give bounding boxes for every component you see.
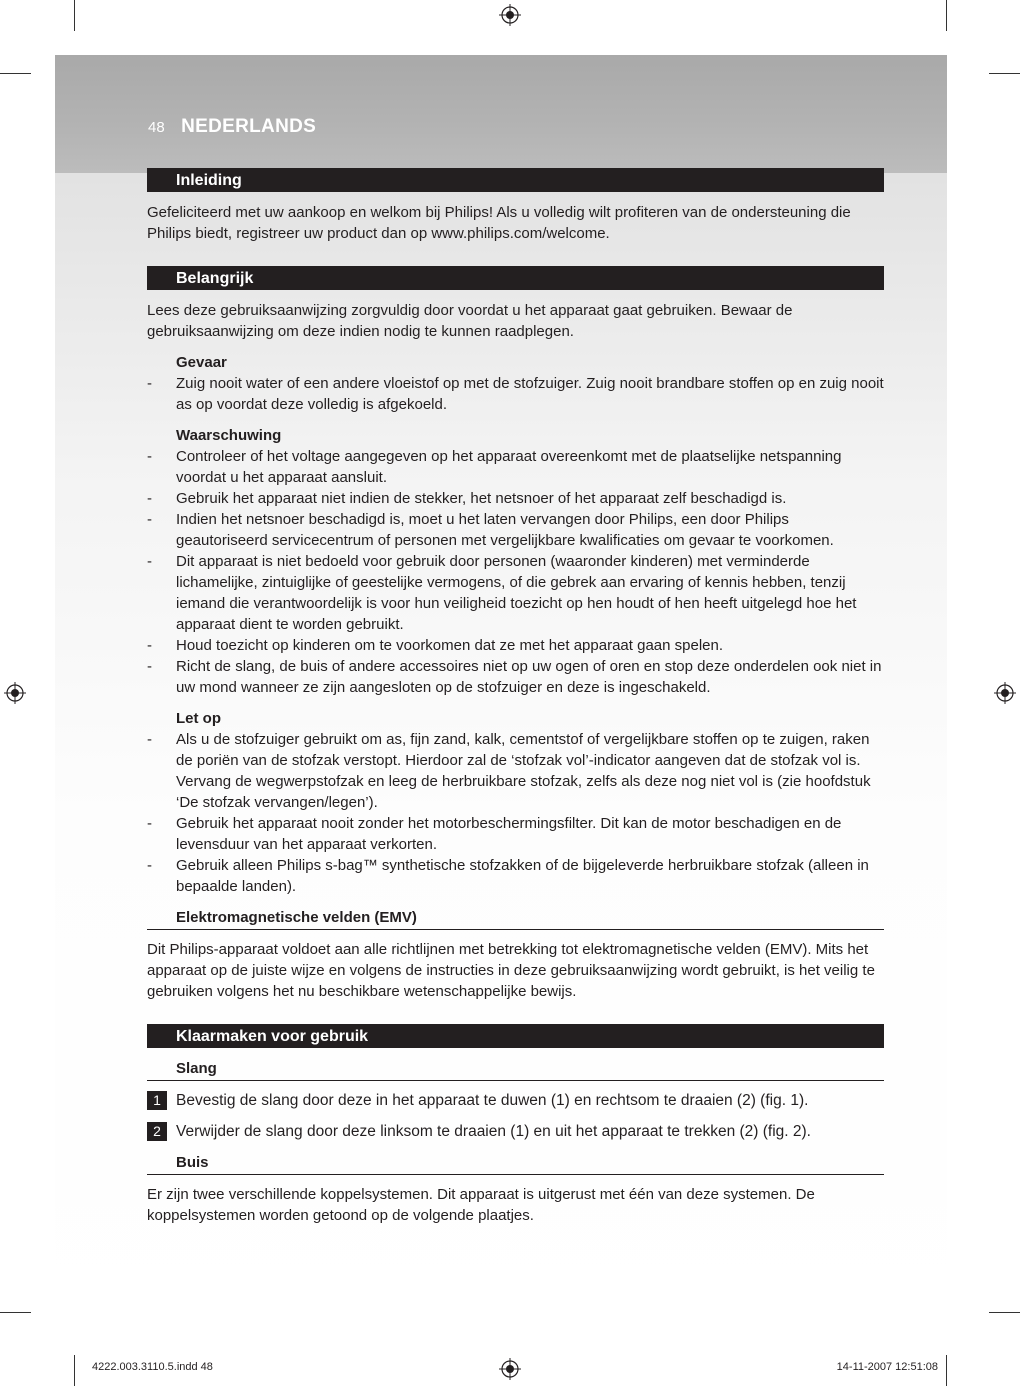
registration-mark-icon <box>994 682 1016 704</box>
list-gevaar <box>147 373 884 415</box>
header-band <box>55 55 947 173</box>
step-text: Verwijder de slang door deze linksom te draaien (1) en uit het apparaat te trekken (2) (fig. 2). <box>176 1123 811 1140</box>
slug-filename: 4222.003.3110.5.indd 48 <box>92 1361 213 1373</box>
list-item: - Als u de stofzuiger gebruikt om as, fijn zand, kalk, cementstof of vergelijkbare stoffen op te zuigen, raken de poriën van de stofzak verstopt. Hierdoor zal de ‘stofzak vol’-indicator aangeven dat de stofzak vol is. Vervang de wegwerpstofzak en leeg de herbruikbare stofzak, zelfs als deze nog niet vol is (zie hoofdstuk ‘De stofzak vervangen/legen’). <box>147 729 884 813</box>
list-item: - Richt de slang, de buis of andere accessoires niet op uw ogen of oren en stop deze onderdelen ook niet in uw mond wanneer ze zijn aangesloten op de stofzuiger en deze is ingeschakeld. <box>147 656 884 698</box>
section-heading-belangrijk: Belangrijk <box>147 266 884 290</box>
list-item: - Gebruik alleen Philips s-bag™ synthetische stofzakken of de bijgeleverde herbruikbare stofzak (alleen in bepaalde landen). <box>147 855 884 897</box>
step-number: 2 <box>147 1122 167 1141</box>
language-title: NEDERLANDS <box>181 116 317 137</box>
crop-mark <box>74 1355 75 1386</box>
list-item: - Gebruik het apparaat niet indien de stekker, het netsnoer of het apparaat zelf beschadigd is. <box>147 488 884 509</box>
subheading-gevaar: Gevaar <box>176 354 227 371</box>
crop-mark <box>74 0 75 31</box>
step-text: Bevestig de slang door deze in het apparaat te duwen (1) en rechtsom te draaien (2) (fig. 1). <box>176 1092 809 1109</box>
crop-mark <box>0 73 31 74</box>
list-item: - Zuig nooit water of een andere vloeistof op met de stofzuiger. Zuig nooit brandbare stoffen op en zuig nooit as op voordat deze volledig is afgekoeld. <box>147 373 884 415</box>
section-heading-klaarmaken: Klaarmaken voor gebruik <box>147 1024 884 1048</box>
list-item: - Indien het netsnoer beschadigd is, moet u het laten vervangen door Philips, een door Philips geautoriseerd servicecentrum of personen met vergelijkbare kwalificaties om gevaar te voorkomen. <box>147 509 884 551</box>
subheading-slang: Slang <box>147 1058 884 1081</box>
list-waarschuwing <box>147 446 884 698</box>
slug-timestamp: 14-11-2007 12:51:08 <box>836 1361 938 1373</box>
registration-mark-icon <box>499 4 521 26</box>
crop-mark <box>0 1312 31 1313</box>
crop-mark <box>946 0 947 31</box>
page-content <box>147 168 884 1236</box>
paragraph-belangrijk-intro: Lees deze gebruiksaanwijzing zorgvuldig door voordat u het apparaat gaat gebruiken. Bewaar de gebruiksaanwijzing om deze indien nodig te kunnen raadplegen. <box>147 302 793 340</box>
list-item: - Dit apparaat is niet bedoeld voor gebruik door personen (waaronder kinderen) met verminderde lichamelijke, zintuiglijke of geestelijke vermogens, of die gebrek aan ervaring of kennis hebben, tenzij iemand die verantwoordelijk is voor hun veiligheid toezicht op hen houdt of hen heeft uitgelegd hoe het apparaat dient te worden gebruikt. <box>147 551 884 635</box>
paragraph-buis: Er zijn twee verschillende koppelsystemen. Dit apparaat is uitgerust met één van deze systemen. De koppelsystemen worden getoond op de volgende plaatjes. <box>147 1186 815 1224</box>
list-let-op <box>147 729 884 897</box>
subheading-buis: Buis <box>147 1152 884 1175</box>
paragraph-emv: Dit Philips-apparaat voldoet aan alle richtlijnen met betrekking tot elektromagnetische velden (EMV). Mits het apparaat op de juiste wijze en volgens de instructies in deze gebruiksaanwijzing wordt gebruikt, is het veilig te gebruiken volgens het nu beschikbare wetenschappelijke bewijs. <box>147 941 875 1000</box>
step-2 <box>147 1121 884 1142</box>
list-item: - Controleer of het voltage aangegeven op het apparaat overeenkomt met de plaatselijke netspanning voordat u het apparaat aansluit. <box>147 446 884 488</box>
subheading-let-op: Let op <box>176 710 221 727</box>
step-number: 1 <box>147 1091 167 1110</box>
registration-mark-icon <box>4 682 26 704</box>
subheading-emv: Elektromagnetische velden (EMV) <box>147 907 884 930</box>
page-number: 48 <box>148 119 165 136</box>
list-item: - Houd toezicht op kinderen om te voorkomen dat ze met het apparaat gaan spelen. <box>147 635 884 656</box>
paragraph-inleiding: Gefeliciteerd met uw aankoop en welkom bij Philips! Als u volledig wilt profiteren van de ondersteuning die Philips biedt, registreer uw product dan op www.philips.com/welcome. <box>147 204 851 242</box>
section-heading-inleiding: Inleiding <box>147 168 884 192</box>
registration-mark-icon <box>499 1358 521 1380</box>
step-1 <box>147 1090 884 1111</box>
crop-mark <box>989 1312 1020 1313</box>
crop-mark <box>946 1355 947 1386</box>
subheading-waarschuwing: Waarschuwing <box>176 427 282 444</box>
list-item: - Gebruik het apparaat nooit zonder het motorbeschermingsfilter. Dit kan de motor beschadigen en de levensduur van het apparaat verkorten. <box>147 813 884 855</box>
page-header <box>148 116 316 138</box>
crop-mark <box>989 73 1020 74</box>
